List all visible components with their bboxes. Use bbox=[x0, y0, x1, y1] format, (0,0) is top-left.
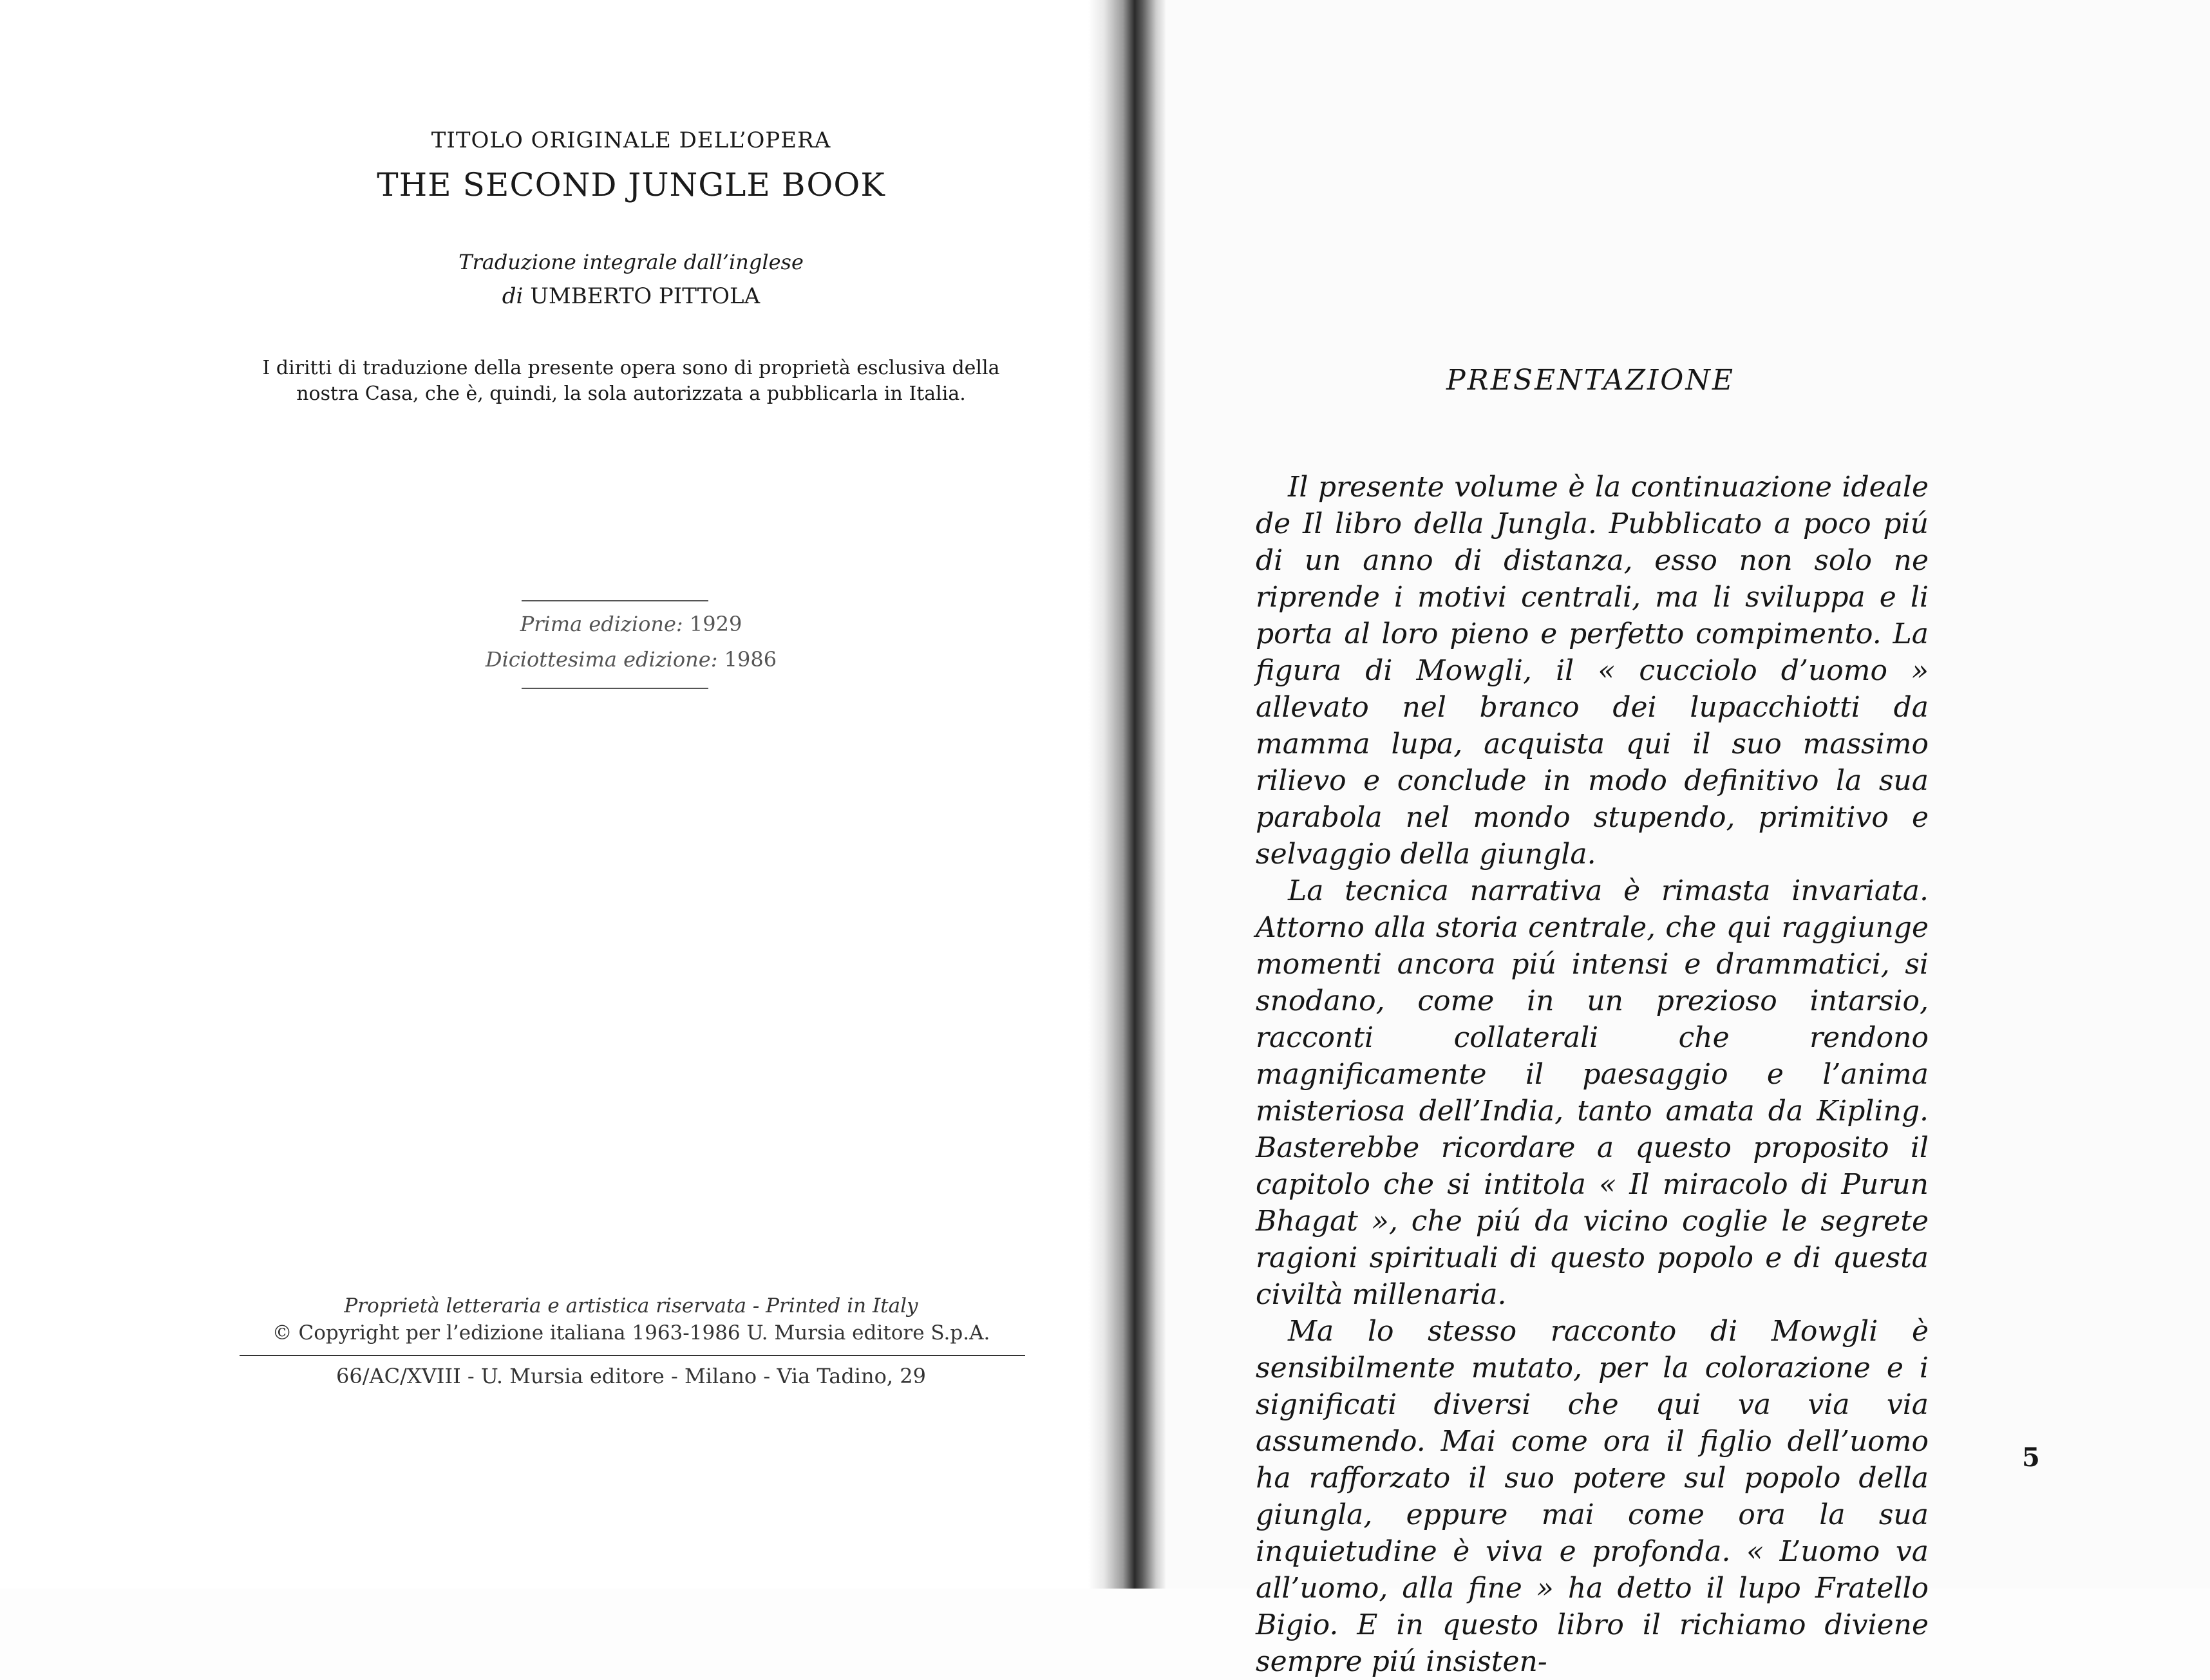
first-edition-year: 1929 bbox=[689, 612, 742, 636]
first-edition bbox=[232, 612, 1030, 636]
rights-line-1: I diritti di traduzione della presente opera sono di proprietà esclusiva della bbox=[262, 357, 1000, 379]
book-gutter bbox=[1088, 0, 1166, 1589]
translator-name: UMBERTO PITTOLA bbox=[530, 283, 760, 309]
eighteenth-edition-year: 1986 bbox=[724, 647, 777, 672]
original-title-label: TITOLO ORIGINALE DELL’OPERA bbox=[431, 127, 831, 153]
translator-prefix: di bbox=[502, 283, 524, 309]
eighteenth-edition-label: Diciottesima edizione: bbox=[485, 647, 718, 672]
copyright-block bbox=[232, 1294, 1030, 1345]
copyright-rule bbox=[240, 1355, 1025, 1356]
first-edition-label: Prima edizione: bbox=[520, 612, 683, 636]
right-page bbox=[1166, 0, 2210, 1678]
translation-note: Traduzione integrale dall’inglese bbox=[458, 250, 804, 274]
section-heading: PRESENTAZIONE bbox=[1446, 364, 1735, 397]
paragraph-1: Il presente volume è la continuazione ideale de Il libro della Jungla. Pubblicato a poco piú di un anno di distanza, esso non solo ne riprende i motivi centrali, ma li sviluppa e li porta al loro pieno e perfetto compimento. La figura di Mowgli, il « cucciolo d’uomo » allevato nel branco dei lupacchiotti da mamma lupa, acquista qui il suo massimo rilievo e conclude in modo definitivo la sua parabola nel mondo stupendo, primitivo e selvaggio della giungla. bbox=[1256, 471, 1929, 871]
paragraph-3: Ma lo stesso racconto di Mowgli è sensibilmente mutato, per la colorazione e i significati diversi che qui va via via assumendo. Mai come ora il figlio dell’uomo ha rafforzato il suo potere sul popolo della giungla, eppure mai come ora la sua inquietudine è viva e profonda. « L’uomo va all’uomo, alla fine » ha detto il lupo Fratello Bigio. E in questo libro il richiamo diviene sempre piú insisten- bbox=[1256, 1315, 1929, 1678]
left-page bbox=[0, 0, 1108, 1589]
property-line: Proprietà letteraria e artistica riservata - Printed in Italy bbox=[344, 1294, 918, 1317]
original-title: THE SECOND JUNGLE BOOK bbox=[377, 166, 885, 203]
publisher-line: 66/AC/XVIII - U. Mursia editore - Milano - Via Tadino, 29 bbox=[336, 1364, 926, 1388]
page-number: 5 bbox=[2022, 1442, 2040, 1473]
eighteenth-edition bbox=[232, 647, 1030, 672]
presentation-body bbox=[1256, 469, 1929, 1680]
rights-notice bbox=[232, 355, 1030, 407]
translator-line bbox=[232, 283, 1030, 309]
edition-rule-bottom bbox=[522, 688, 708, 689]
paragraph-2: La tecnica narrativa è rimasta invariata. Attorno alla storia centrale, che qui raggiunge momenti ancora piú intensi e drammatici, si snodano, come in un prezioso intarsio, racconti collaterali che rendono magnificamente il paesaggio e l’anima misteriosa dell’India, tanto amata da Kipling. Basterebbe ricordare a questo proposito il capitolo che si intitola « Il miracolo di Purun Bhagat », che piú da vicino coglie le segrete ragioni spirituali di questo popolo e di questa civiltà millenaria. bbox=[1256, 874, 1929, 1311]
edition-rule-top bbox=[522, 600, 708, 601]
rights-line-2: nostra Casa, che è, quindi, la sola autorizzata a pubblicarla in Italia. bbox=[296, 382, 966, 405]
copyright-line: © Copyright per l’edizione italiana 1963-1986 U. Mursia editore S.p.A. bbox=[272, 1321, 990, 1345]
